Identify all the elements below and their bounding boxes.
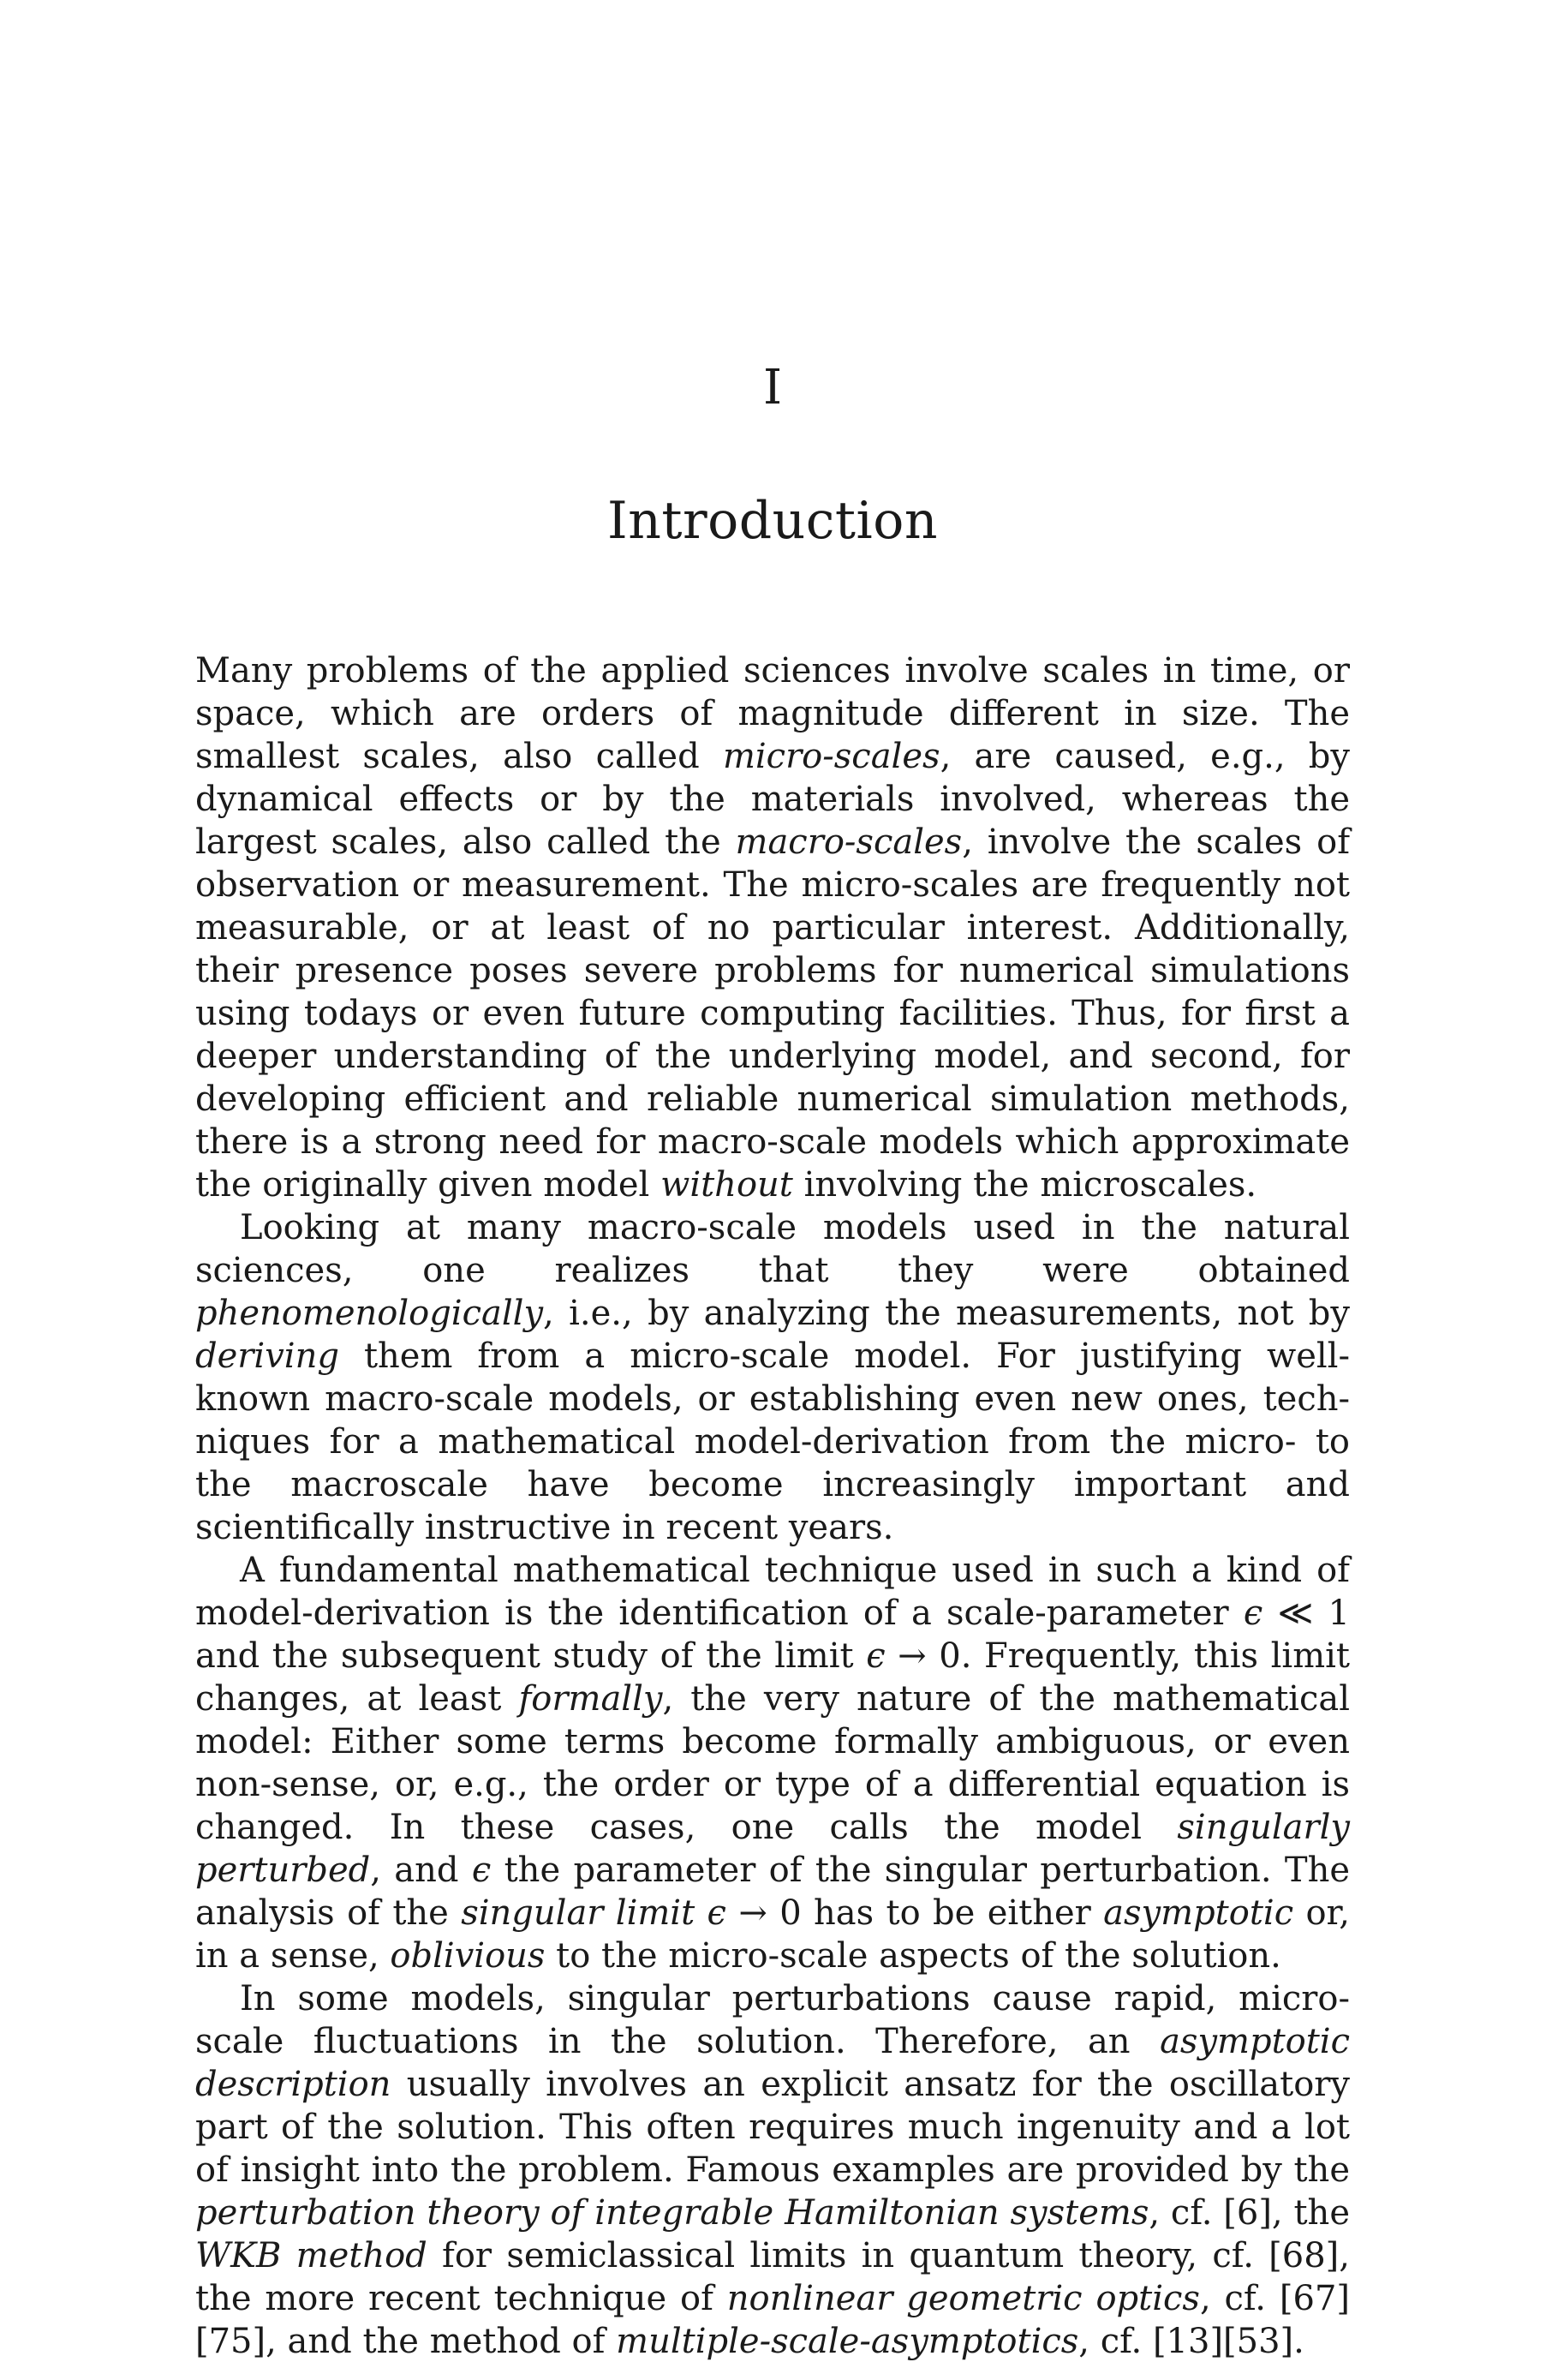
text-run: , are caused, e.g., by dynamical effects or by the materials involved, whereas the largest scales, also called the: [195, 737, 1350, 862]
emphasis-text: ϵ: [707, 1893, 726, 1933]
chapter-number: I: [762, 360, 783, 416]
text-run: usually involves an explicit ansatz for the oscillatory part of the solution. This often requires much ingenuity and a lot of insight into the problem. Famous examples are provided by the: [195, 2065, 1350, 2190]
emphasis-text: WKB method: [195, 2236, 427, 2275]
emphasis-text: macro-scales: [735, 822, 963, 862]
text-run: for semiclassical limits in quantum theory, cf. [68], the more recent technique of: [195, 2236, 1350, 2318]
text-run: , i.e., by analyzing the measurements, not by: [543, 1294, 1350, 1333]
paragraph-4: [195, 1977, 1350, 2363]
emphasis-text: deriving: [195, 1337, 339, 1376]
text-run: A fundamental mathematical technique used in such a kind of model-derivation is the identification of a scale-parameter: [195, 1551, 1350, 1633]
emphasis-text: oblivious: [390, 1936, 546, 1976]
emphasis-text: formally: [518, 1679, 663, 1719]
emphasis-text: phenomenologically: [195, 1294, 544, 1333]
emphasis-text: singular limit: [461, 1893, 695, 1933]
text-run: or, in a sense,: [195, 1893, 1351, 1976]
emphasis-text: nonlinear geometric optics: [726, 2279, 1200, 2318]
text-run: ≪ 1 and the subsequent study of the limit: [195, 1594, 1350, 1676]
text-run: , the very nature of the mathematical model: Either some terms become formally ambiguous, or even non-sense, or, e.g., the order or type of a differential equation is changed. In these cases, one calls the model: [195, 1679, 1351, 1847]
text-run: , cf. [13][53].: [1078, 2322, 1304, 2361]
paragraph-3: [195, 1549, 1350, 1977]
text-run: , cf. [6], the: [1149, 2193, 1350, 2233]
text-run: , involve the scales of observation or measurement. The micro-scales are frequently not measurable, or at least of no particular interest. Additionally, their presence poses severe problems for numerical simulations using todays or even future computing facilities. Thus, for first a deeper understanding of the underlying model, and second, for developing efficient and reliable numerical simulation methods, there is a strong need for macro-scale models which approximate the originally given model: [195, 822, 1350, 1205]
emphasis-text: asymptotic description: [195, 2022, 1350, 2104]
chapter-title: Introduction: [607, 491, 938, 551]
text-run: , and: [370, 1851, 472, 1890]
emphasis-text: ϵ: [1243, 1594, 1263, 1633]
paragraph-2: [195, 1206, 1350, 1549]
chapter-body: [195, 649, 1350, 2363]
emphasis-text: ϵ: [471, 1851, 492, 1890]
text-run: Looking at many macro-scale models used in the natural sciences, one realizes that they were obtained: [195, 1208, 1350, 1290]
text-run: In some models, singular perturbations cause rapid, micro-scale fluctuations in the solution. Therefore, an: [195, 1979, 1350, 2061]
emphasis-text: without: [660, 1165, 793, 1205]
text-run: to the micro-scale aspects of the solution.: [545, 1936, 1281, 1976]
text-run: , cf. [67][75], and the method of: [195, 2279, 1350, 2361]
book-page: [195, 0, 1350, 2380]
emphasis-text: perturbation theory of integrable Hamiltonian systems: [195, 2193, 1149, 2233]
text-run: involving the microscales.: [792, 1165, 1257, 1205]
emphasis-text: singularly perturbed: [195, 1808, 1350, 1890]
text-run: them from a micro-scale model. For justifying well-known macro-scale models, or establishing even new ones, techniques for a mathematical model-derivation from the micro- to the macroscale have become increasingly important and scientifically instructive in recent years.: [195, 1337, 1350, 1547]
text-run: → 0. Frequently, this limit changes, at least: [195, 1636, 1350, 1719]
emphasis-text: multiple-scale-asymptotics: [616, 2322, 1079, 2361]
emphasis-text: micro-scales: [722, 737, 940, 776]
text-run: → 0 has to be either: [725, 1893, 1104, 1933]
text-run: [695, 1893, 707, 1933]
text-run: Many problems of the applied sciences involve scales in time, or space, which are orders of magnitude different in size. The smallest scales, also called: [195, 651, 1350, 776]
emphasis-text: asymptotic: [1103, 1893, 1294, 1933]
paragraph-1: [195, 649, 1350, 1206]
text-run: the parameter of the singular perturbation. The analysis of the: [195, 1851, 1350, 1933]
emphasis-text: ϵ: [866, 1636, 886, 1676]
